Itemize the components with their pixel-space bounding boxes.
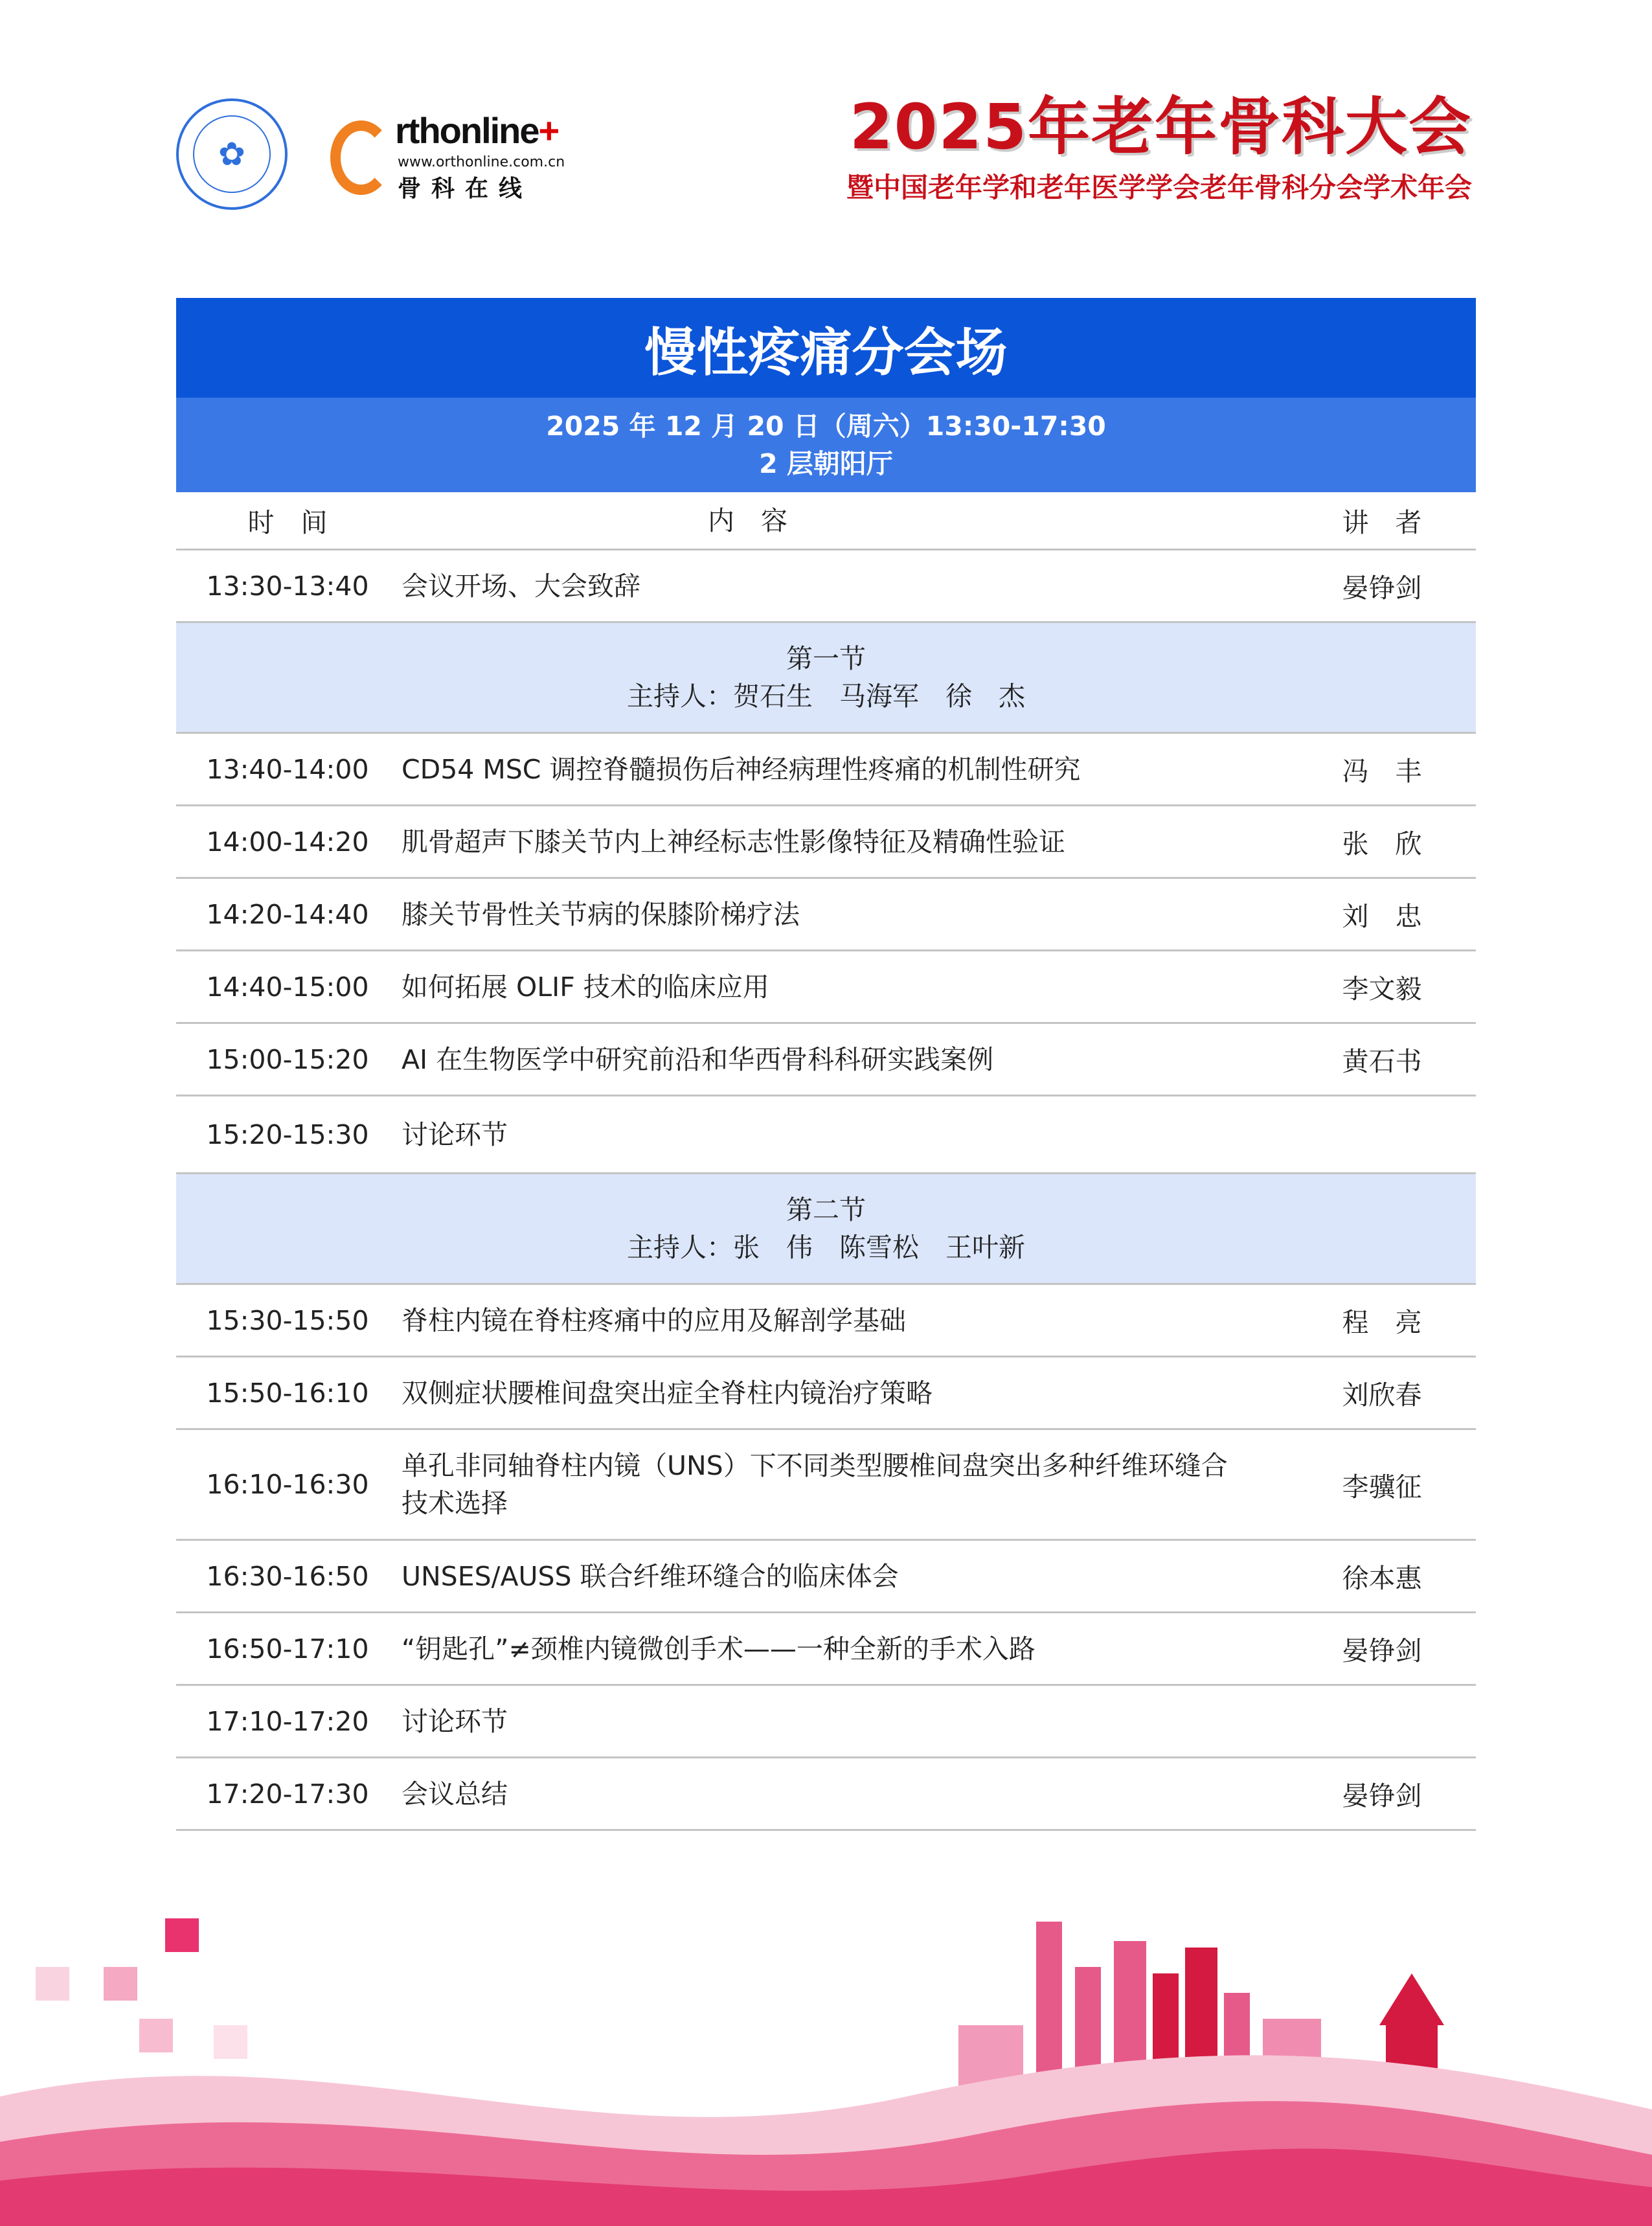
schedule-table bbox=[176, 298, 1476, 1831]
row-time: 17:20-17:30 bbox=[206, 1778, 369, 1810]
row-speaker: 张 欣 bbox=[1342, 828, 1422, 859]
col-speaker: 讲 者 bbox=[1342, 507, 1422, 538]
logo-cn: 骨科在线 bbox=[398, 176, 533, 202]
session-date: 2025 年 12 月 20 日（周六）13:30-17:30 bbox=[546, 411, 1106, 442]
row-time: 15:50-16:10 bbox=[206, 1377, 369, 1409]
table-row bbox=[176, 1285, 1476, 1357]
table-row bbox=[176, 734, 1476, 806]
swirl-icon bbox=[330, 120, 392, 195]
row-topic: 单孔非同轴脊柱内镜（UNS）下不同类型腰椎间盘突出多种纤维环缝合技术选择 bbox=[402, 1450, 1228, 1519]
row-speaker: 黄石书 bbox=[1342, 1046, 1422, 1077]
logo-url: www.orthonline.com.cn bbox=[398, 154, 565, 170]
decorative-skyline-waves bbox=[0, 1863, 1652, 2226]
table-row bbox=[176, 1430, 1476, 1541]
flower-icon: ✿ bbox=[193, 115, 271, 193]
table-row bbox=[176, 1686, 1476, 1758]
plus-icon: + bbox=[538, 110, 559, 151]
row-time: 15:20-15:30 bbox=[206, 1119, 369, 1150]
table-row bbox=[176, 1096, 1476, 1174]
row-speaker: 刘 忠 bbox=[1342, 901, 1422, 932]
row-topic: 会议开场、大会致辞 bbox=[402, 570, 640, 602]
row-speaker: 晏铮剑 bbox=[1342, 573, 1422, 604]
row-speaker: 徐本惠 bbox=[1342, 1563, 1422, 1594]
row-speaker: 程 亮 bbox=[1342, 1307, 1422, 1338]
section-name: 第一节 bbox=[786, 643, 866, 674]
row-topic: “钥匙孔”≠颈椎内镜微创手术——一种全新的手术入路 bbox=[402, 1633, 1035, 1664]
row-speaker: 李骥征 bbox=[1342, 1471, 1422, 1503]
table-row bbox=[176, 551, 1476, 623]
table-row bbox=[176, 1758, 1476, 1831]
row-time: 16:30-16:50 bbox=[206, 1560, 369, 1592]
row-topic: 讨论环节 bbox=[402, 1119, 508, 1150]
row-time: 14:40-15:00 bbox=[206, 971, 369, 1003]
row-time: 16:50-17:10 bbox=[206, 1633, 369, 1664]
row-topic: CD54 MSC 调控脊髓损伤后神经病理性疼痛的机制性研究 bbox=[402, 753, 1081, 785]
session-info bbox=[176, 398, 1476, 492]
row-time: 14:20-14:40 bbox=[206, 898, 369, 930]
table-row bbox=[176, 1613, 1476, 1686]
row-topic: AI 在生物医学中研究前沿和华西骨科科研实践案例 bbox=[402, 1043, 994, 1075]
session-title: 慢性疼痛分会场 bbox=[176, 298, 1476, 398]
section-name: 第二节 bbox=[786, 1194, 866, 1225]
row-topic: 讨论环节 bbox=[402, 1705, 508, 1737]
section-header bbox=[176, 623, 1476, 734]
conference-subtitle: 暨中国老年学和老年医学学会老年骨科分会学术年会 bbox=[846, 172, 1472, 203]
row-time: 15:30-15:50 bbox=[206, 1304, 369, 1336]
logo-brand bbox=[395, 111, 558, 150]
table-row bbox=[176, 1024, 1476, 1096]
table-row bbox=[176, 951, 1476, 1024]
row-topic: 脊柱内镜在脊柱疼痛中的应用及解剖学基础 bbox=[402, 1304, 906, 1336]
row-time: 13:40-14:00 bbox=[206, 753, 369, 785]
section-header bbox=[176, 1174, 1476, 1285]
col-time: 时 间 bbox=[247, 507, 328, 538]
row-topic: 双侧症状腰椎间盘突出症全脊柱内镜治疗策略 bbox=[402, 1377, 933, 1409]
row-speaker: 晏铮剑 bbox=[1342, 1780, 1422, 1811]
row-topic: 肌骨超声下膝关节内上神经标志性影像特征及精确性验证 bbox=[402, 826, 1065, 857]
table-row bbox=[176, 879, 1476, 951]
logo-brand-text: rthonline bbox=[395, 110, 539, 151]
row-time: 16:10-16:30 bbox=[206, 1469, 369, 1500]
row-time: 14:00-14:20 bbox=[206, 826, 369, 857]
row-topic: 膝关节骨性关节病的保膝阶梯疗法 bbox=[402, 898, 800, 930]
row-speaker: 李文毅 bbox=[1342, 973, 1422, 1005]
row-topic: 会议总结 bbox=[402, 1778, 508, 1810]
association-logo bbox=[176, 98, 288, 210]
section-hosts: 主持人：贺石生 马海军 徐 杰 bbox=[627, 681, 1025, 712]
table-row bbox=[176, 1357, 1476, 1430]
row-time: 13:30-13:40 bbox=[206, 570, 369, 602]
row-time: 15:00-15:20 bbox=[206, 1043, 369, 1075]
row-topic: UNSES/AUSS 联合纤维环缝合的临床体会 bbox=[402, 1560, 899, 1592]
orthonline-logo bbox=[330, 111, 589, 209]
row-topic: 如何拓展 OLIF 技术的临床应用 bbox=[402, 971, 769, 1003]
table-header bbox=[176, 492, 1476, 551]
conference-title: 2025年老年骨科大会 bbox=[849, 91, 1472, 163]
col-topic: 内 容 bbox=[708, 505, 787, 536]
table-row bbox=[176, 1541, 1476, 1613]
row-speaker: 晏铮剑 bbox=[1342, 1635, 1422, 1666]
schedule-sections bbox=[176, 623, 1476, 1831]
row-time: 17:10-17:20 bbox=[206, 1705, 369, 1737]
session-venue: 2 层朝阳厅 bbox=[759, 448, 893, 479]
row-speaker: 刘欣春 bbox=[1342, 1380, 1422, 1411]
table-row bbox=[176, 806, 1476, 879]
row-speaker: 冯 丰 bbox=[1342, 756, 1422, 787]
section-hosts: 主持人：张 伟 陈雪松 王叶新 bbox=[627, 1232, 1025, 1263]
